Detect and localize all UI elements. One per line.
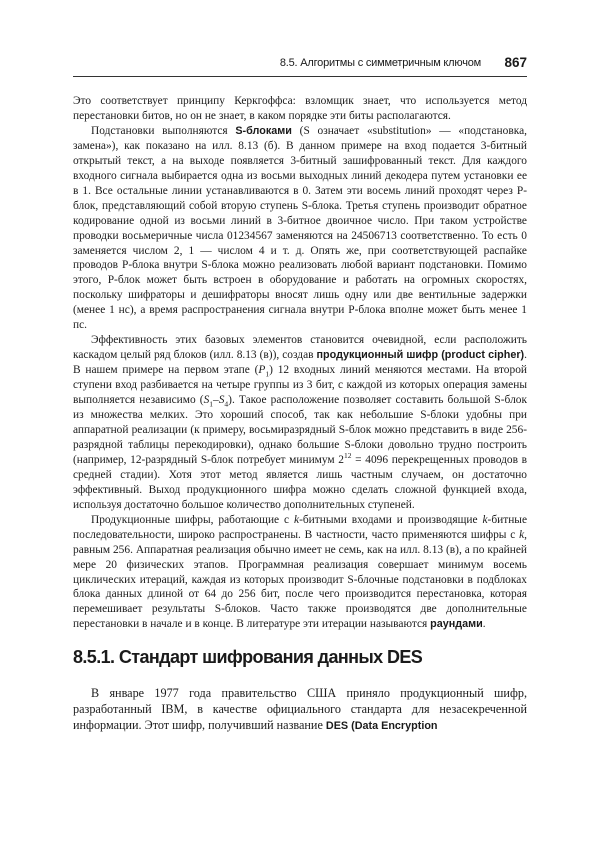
section-heading: 8.5.1. Стандарт шифрования данных DES bbox=[73, 647, 423, 667]
running-head-title: 8.5. Алгоритмы с симметричным ключом bbox=[279, 57, 481, 69]
des-text bbox=[73, 685, 527, 735]
term-product-cipher: продукционный шифр (product cipher) bbox=[316, 349, 525, 362]
term-des: DES (Data Encryption bbox=[325, 720, 438, 733]
page-number: 867 bbox=[504, 55, 527, 70]
header-rule bbox=[73, 76, 527, 77]
paragraph-rounds: Продукционные шифры, работающие с k-битными входами и производящие k-битные последовательности, широко распространены. В частности, часто применяются шифры с k, равным 256. Аппаратная реализация обычно имеет не семь, как на илл. 8.13 (в), а по крайней мере 20 физических этапов. Программная реализация совершает минимум восемь циклических итераций, каждая из которых производит S-блочные подстановки в подблоках блока данных длиной от 64 до 256 бит, после чего производится перестановка, которая перемешивает результаты S-блоков. Часто также производятся две дополнительные перестановки в начале и в конце. В литературе эти итерации называются раундами. bbox=[73, 513, 527, 631]
running-head bbox=[73, 55, 527, 71]
main-text bbox=[73, 94, 527, 632]
paragraph-s-boxes: Подстановки выполняются S-блоками (S означает «substitution» — «подстановка, замена»), как показано на илл. 8.13 (б). В данном примере на вход подается 3-битный открытый текст, а на выходе появляется 3-битный зашифрованный текст. Для каждого входного сигнала выбирается одна из восьми выходных линий декодера путем установки ее в 1. Все остальные линии устанавливаются в 0. Затем эти восемь линий проходят через P-блок, представляющий собой вторую ступень S-блока. Третья ступень производит обратное кодирование одной из восьми линий в 3-битное двоичное число. При таком устройстве проводки восьмеричные числа 01234567 заменяются на 24506713 соответственно. То есть 0 заменяется числом 2, 1 — числом 4 и т. д. Опять же, при соответствующей распайке проводов P-блока внутри S-блока можно реализовать любой вариант подстановки. Помимо этого, P-блок может быть встроен в оборудование и работать на огромных скоростях, поскольку шифраторы и дешифраторы вносят лишь одну или две вентильные задержки (менее 1 нс), а время распространения сигнала внутри P-блока вполне может быть менее 1 пс. bbox=[73, 124, 527, 332]
term-rounds: раундами bbox=[430, 618, 483, 631]
term-s-blocks: S-блоками bbox=[235, 124, 292, 137]
paragraph-des: В январе 1977 года правительство США приняло продукционный шифр, разработанный IBM, в качестве официального стандарта для незасекреченной информации. Этот шифр, получивший название DES (Data Encryption bbox=[73, 686, 527, 733]
paragraph-product-cipher: Эффективность этих базовых элементов становится очевидной, если расположить каскадом целый ряд блоков (илл. 8.13 (в)), создав продукционный шифр (product cipher). В нашем примере на первом этапе $(P_1)$ 12 входных линий меняются местами. На второй ступени вход разбивается на четыре группы из 3 бит, с каждой из которых операция замены выполняется независимо $(S_1-S_4)$. Такое расположение позволяет составить большой S-блок из множества мелких. Это хороший способ, так как небольшие S-блоки удобны при аппаратной реализации (к примеру, восьмиразрядный S-блок можно представить в виде 256-разрядной таблицы перекодировки), однако большие S-блоки довольно трудно построить (например, 12-разрядный S-блок потребует минимум $2^{12} = 4096$ перекрещенных проводов в средней стадии). Хотя этот метод является лишь частным случаем, он достаточно эффективный. Выход продукционного шифра можно сделать сложной функцией входа, используя достаточно большое количество дополнительных ступеней. bbox=[73, 334, 528, 511]
paragraph-kerckhoffs: Это соответствует принципу Керкгоффса: взломщик знает, что используется метод перестановки битов, но он не знает, в каком порядке эти биты располагаются. bbox=[73, 95, 527, 122]
